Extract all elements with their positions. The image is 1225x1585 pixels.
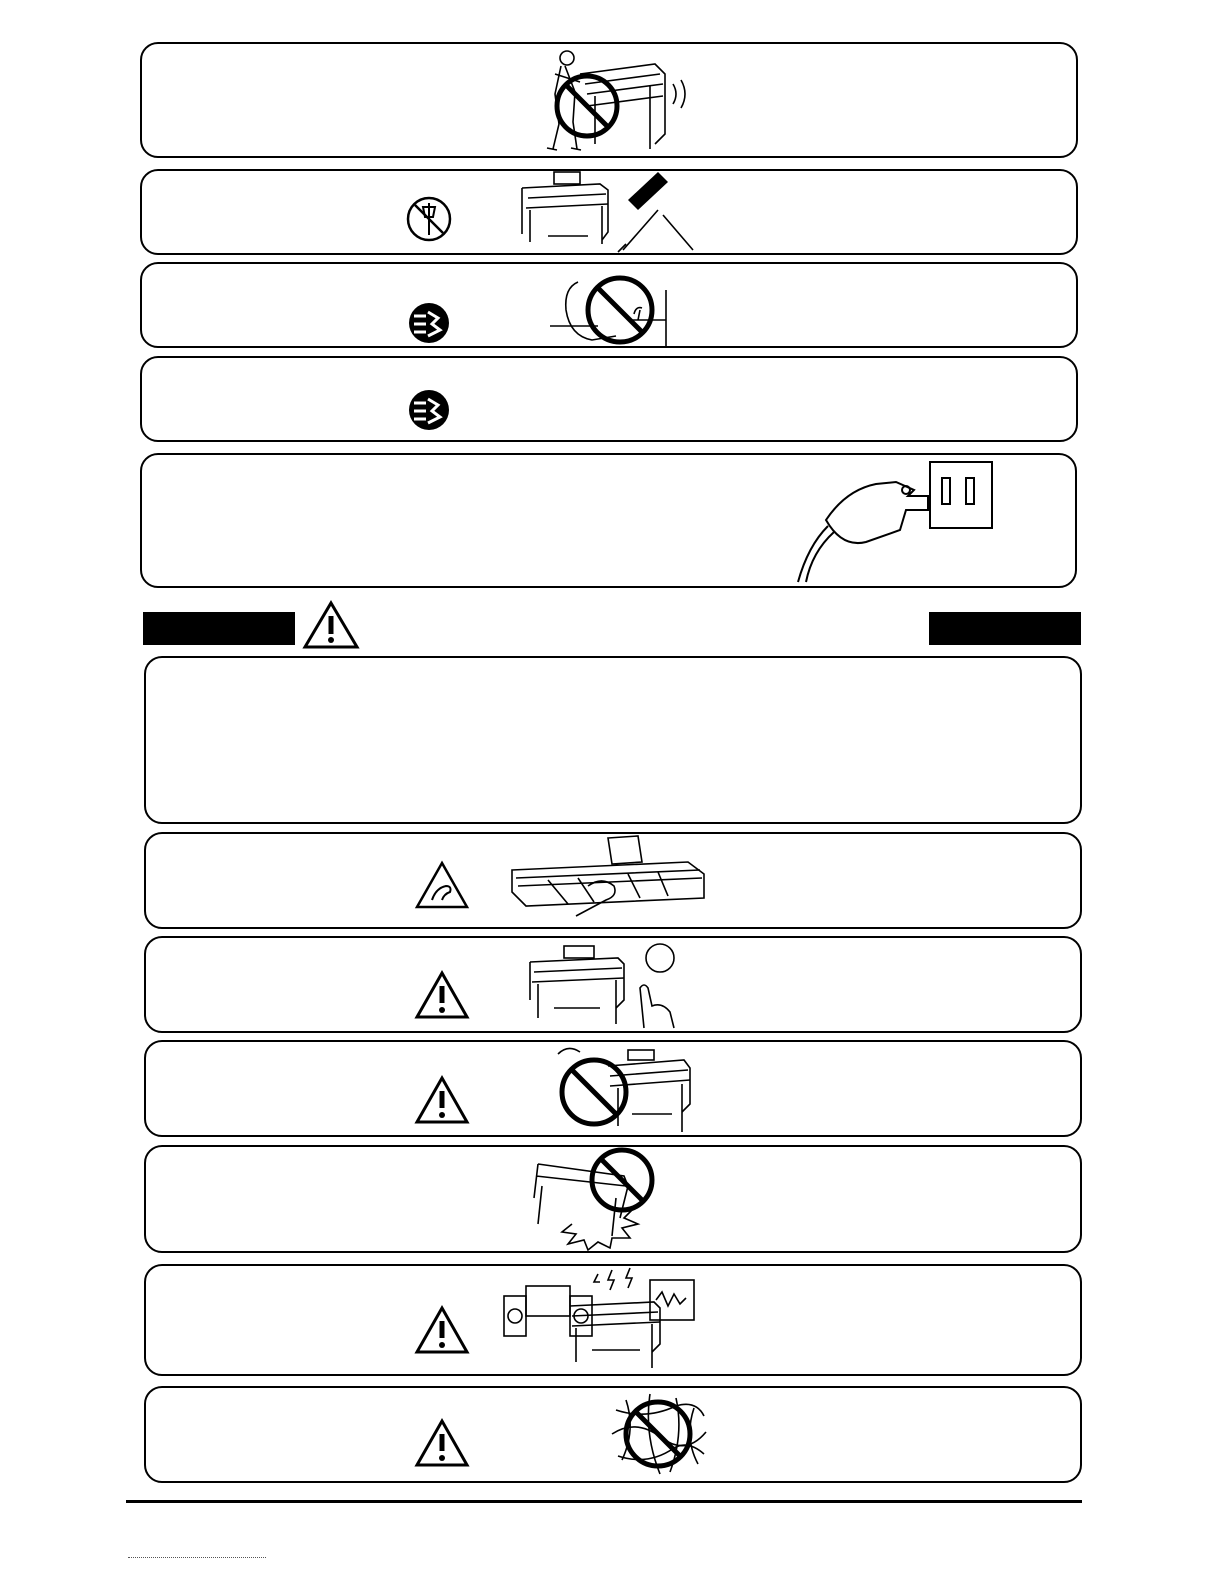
liquid-on-piano-illustration <box>548 1042 698 1136</box>
caution-triangle-icon <box>414 1075 470 1125</box>
warning-panel-unplug <box>140 356 1078 442</box>
caution-triangle-icon <box>302 600 360 650</box>
prohibited-circle-icon <box>588 278 652 342</box>
piano-and-pointing-finger-illustration <box>524 938 694 1030</box>
dotted-underline <box>128 1557 266 1558</box>
unplug-power-icon <box>406 302 452 344</box>
plug-and-outlet-illustration <box>790 456 1000 584</box>
caution-triangle-icon <box>414 1418 470 1468</box>
prohibited-circle-icon <box>557 76 617 136</box>
dropping-piano-illustration <box>528 1146 678 1250</box>
hands-on-keyboard-illustration <box>508 834 708 926</box>
prohibited-circle-icon <box>592 1150 652 1210</box>
person-leaning-on-piano-illustration <box>525 44 695 156</box>
footer-rule <box>126 1500 1082 1503</box>
caution-triangle-icon <box>414 1305 470 1355</box>
piano-with-tools-illustration <box>518 170 698 254</box>
prohibited-circle-icon <box>562 1060 626 1124</box>
pinch-hazard-icon <box>414 860 470 910</box>
caution-header-bar-right <box>929 612 1081 645</box>
no-disassembly-icon <box>405 195 453 243</box>
caution-triangle-icon <box>414 970 470 1020</box>
tangled-cloth-illustration <box>606 1390 710 1480</box>
piano-near-radio-and-tv-illustration <box>500 1266 700 1372</box>
caution-panel-general <box>144 656 1082 824</box>
caution-header-bar-left <box>143 612 295 645</box>
hand-touching-plug-illustration <box>548 264 678 348</box>
unplug-power-icon <box>406 389 452 431</box>
